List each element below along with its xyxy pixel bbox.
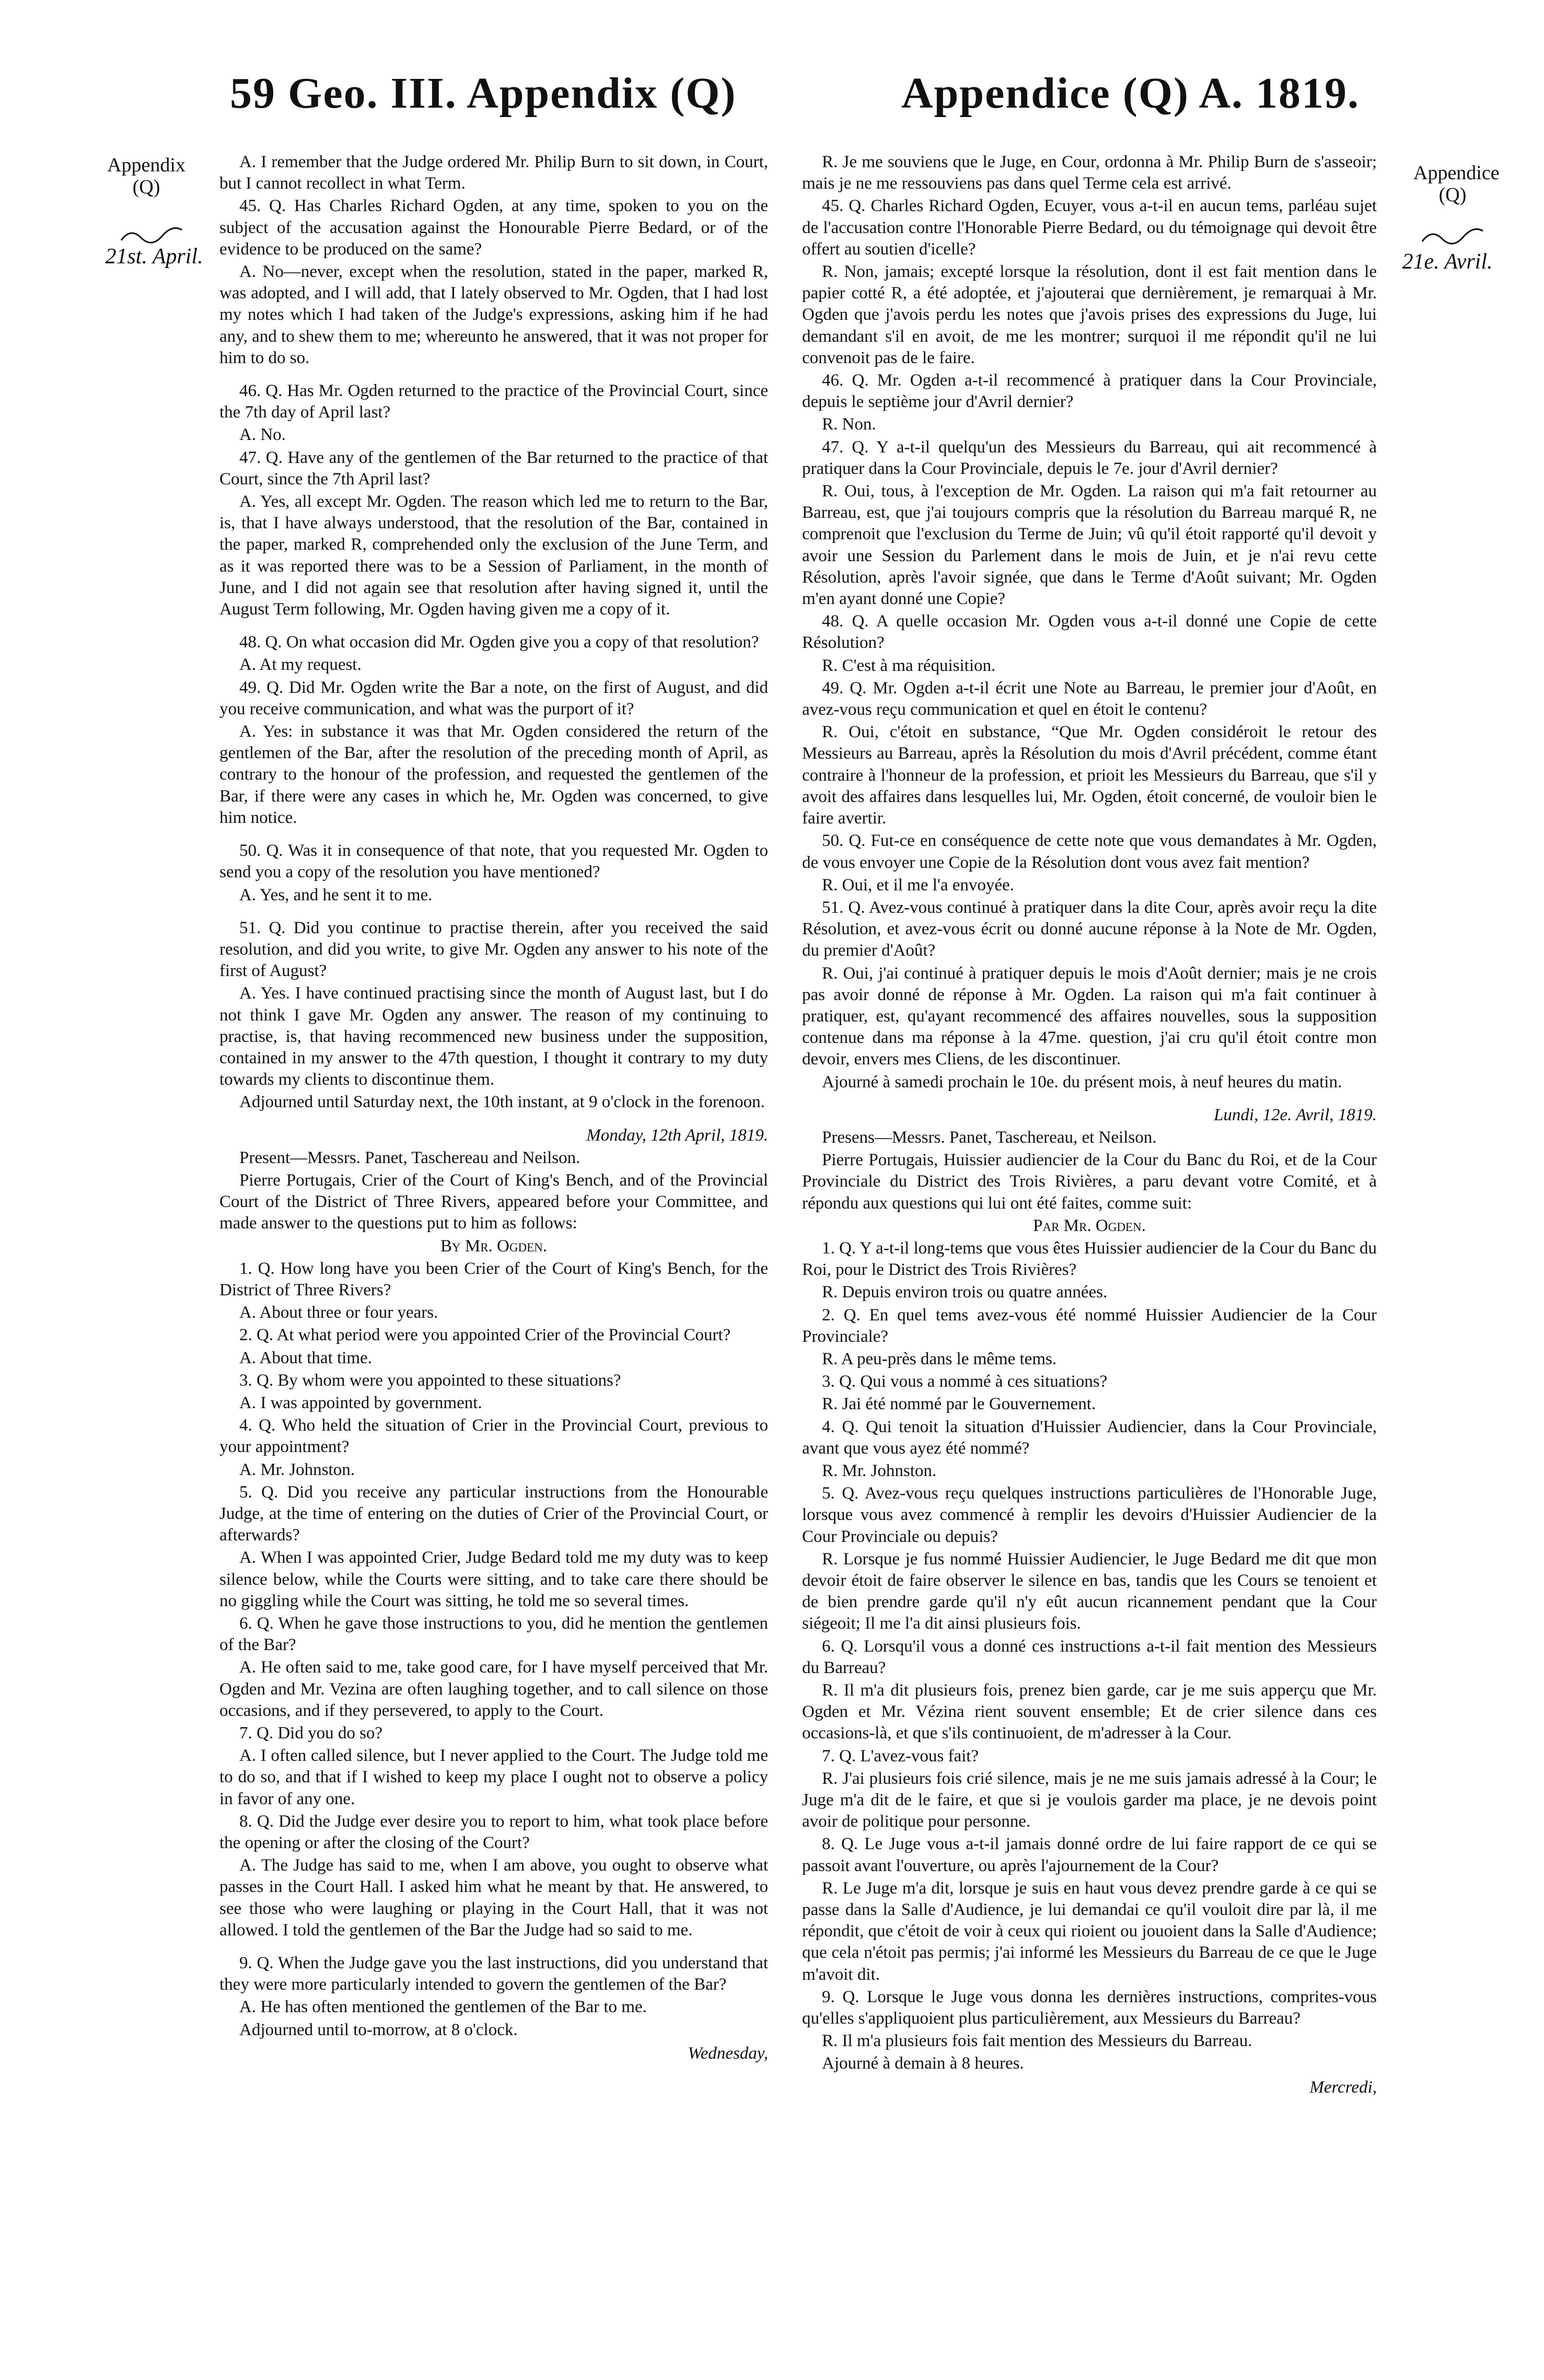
- header-right: Appendice (Q) A. 1819.: [901, 69, 1360, 118]
- paragraph: 8. Q. Did the Judge ever desire you to report to him, what took place before the opening or after the closing of the Court?: [219, 1812, 768, 1853]
- english-column: [219, 152, 768, 2065]
- paragraph: A. I remember that the Judge ordered Mr. Philip Burn to sit down, in Court, but I cannot recollect in what Term.: [219, 153, 768, 193]
- paragraph: A. He often said to me, take good care, for I have myself perceived that Mr. Ogden and Mr. Vezina are often laughing together, and to call silence on those occasions, and if they persevered, to apply to the Court.: [219, 1658, 768, 1720]
- paragraph: A. He has often mentioned the gentlemen of the Bar to me.: [239, 1998, 647, 2017]
- paragraph: R. C'est à ma réquisition.: [822, 656, 996, 675]
- paragraph: 46. Q. Mr. Ogden a-t-il recommencé à pratiquer dans la Cour Provinciale, depuis le septième jour d'Avril dernier?: [802, 371, 1377, 412]
- paragraph: A. When I was appointed Crier, Judge Bedard told me my duty was to keep silence below, while the Courts were sitting, and to take care there should be no giggling while the Court was sitting, he told me so several times.: [219, 1548, 768, 1610]
- paragraph: 51. Q. Did you continue to practise therein, after you received the said resolution, and did you write, to give Mr. Ogden any answer to his note of the first of August?: [219, 918, 768, 981]
- paragraph: A. Mr. Johnston.: [239, 1460, 355, 1479]
- paragraph: R. Non, jamais; excepté lorsque la résolution, dont il est fait mention dans le papier cotté R, a été adoptée, et j'ajouterai que dernièrement, je remarquai à Mr. Ogden que j'avois perdu les notes que j'avois prises des expressions du Juge, lui demandant s'il en avoit, de me les montrer; surquoi il me répondit qu'il ne lui convenoit pas de le faire.: [802, 262, 1377, 367]
- paragraph: 6. Q. Lorsqu'il vous a donné ces instructions a-t-il fait mention des Messieurs du Barreau?: [802, 1636, 1377, 1677]
- paragraph: R. Oui, et il me l'a envoyée.: [822, 875, 1014, 895]
- paragraph: R. Lorsque je fus nommé Huissier Audiencier, le Juge Bedard me dit que mon devoir étoit de faire observer le silence en bas, tandis que les Cours se tenoient et de bien prendre garde qu'il n'y eût aucun ricannement pendant que la Cour siégeoit; Il me l'a dit ainsi plusieurs fois.: [802, 1549, 1377, 1633]
- paragraph: 7. Q. L'avez-vous fait?: [822, 1746, 979, 1766]
- paragraph: R. Oui, c'étoit en substance, “Que Mr. Ogden considéroit le retour des Messieurs au Barreau, après la Résolution du mois d'Avril précédent, comme étant contraire à l'honneur de la profession, et prioit les Messieurs du Barreau, que s'il y avoit des affaires dans lesquelles lui, Mr. Ogden, étoit concerné, de vouloir bien le faire avertir.: [802, 723, 1377, 828]
- paragraph: R. Oui, j'ai continué à pratiquer depuis le mois d'Août dernier; mais je ne crois pas avoir donné de réponse à Mr. Ogden. La raison qui m'a fait continuer à pratiquer, est, qu'ayant recommencé des affaires nouvelles, sous la supposition contenue dans ma réponse à la 47me. question, j'ai cru qu'il étoit contre mon devoir, envers mes Cliens, de les discontinuer.: [802, 963, 1377, 1069]
- paragraph: R. Je me souviens que le Juge, en Cour, ordonna à Mr. Philip Burn de s'asseoir; mais je ne me ressouviens pas dans quel Terme cela est arrivé.: [802, 153, 1377, 193]
- paragraph: 3. Q. By whom were you appointed to these situations?: [239, 1371, 621, 1390]
- paragraph: 51. Q. Avez-vous continué à pratiquer dans la dite Cour, après avoir reçu la dite Résolution, et avez-vous écrit ou donné aucune réponse à la Note de Mr. Ogden, du premier d'Août?: [802, 898, 1377, 960]
- paragraph: R. Jai été nommé par le Gouvernement.: [822, 1395, 1096, 1414]
- header-left: 59 Geo. III. Appendix (Q): [230, 69, 737, 118]
- paragraph: Par Mr. Ogden.: [1033, 1216, 1146, 1235]
- paragraph: 1. Q. Y a-t-il long-tems que vous êtes Huissier audiencier de la Cour du Banc du Roi, pour le District des Trois Rivières?: [802, 1238, 1377, 1280]
- paragraph: Presens—Messrs. Panet, Taschereau, et Neilson.: [822, 1128, 1157, 1147]
- paragraph: 48. Q. On what occasion did Mr. Ogden give you a copy of that resolution?: [239, 633, 759, 652]
- paragraph: 49. Q. Did Mr. Ogden write the Bar a note, on the first of August, and did you receive communication, and what was the purport of it?: [219, 678, 768, 718]
- paragraph: 1. Q. How long have you been Crier of the Court of King's Bench, for the District of Three Rivers?: [219, 1259, 768, 1299]
- paragraph: A. Yes: in substance it was that Mr. Ogden considered the return of the gentlemen of the Bar, after the resolution of the preceding month of April, as contrary to the honour of the profession, and requested the gentlemen of the Bar, if there were any cases in which he, Mr. Ogden was concerned, to give him notice.: [219, 722, 768, 827]
- paragraph: 4. Q. Who held the situation of Crier in the Provincial Court, previous to your appointment?: [219, 1416, 768, 1457]
- paragraph: Lundi, 12e. Avril, 1819.: [1214, 1105, 1377, 1124]
- paragraph: Ajourné à demain à 8 heures.: [822, 2054, 1024, 2073]
- paragraph: 49. Q. Mr. Ogden a-t-il écrit une Note au Barreau, le premier jour d'Août, en avez-vous reçu communication et quel en étoit le contenu?: [802, 678, 1377, 719]
- paragraph: 8. Q. Le Juge vous a-t-il jamais donné ordre de lui faire rapport de ce qui se passoit avant l'ouverture, ou après l'ajournement de la Cour?: [802, 1835, 1377, 1875]
- paragraph: 47. Q. Y a-t-il quelqu'un des Messieurs du Barreau, qui ait recommencé à pratiquer dans la Cour Provinciale, depuis le 7e. jour d'Avril dernier?: [802, 437, 1377, 478]
- margin-label-right: Appendice (Q): [1413, 162, 1500, 206]
- paragraph: R. J'ai plusieurs fois crié silence, mais je ne me suis jamais adressé à la Cour; le Juge m'a dit de le faire, et que si je voulois garder ma place, je ne devois point avoir de politique pour personne.: [802, 1769, 1377, 1831]
- paragraph: 6. Q. When he gave those instructions to you, did he mention the gentlemen of the Bar?: [219, 1614, 768, 1655]
- paragraph: 9. Q. When the Judge gave you the last instructions, did you understand that they were more particularly intended to govern the gentlemen of the Bar?: [219, 1954, 768, 1994]
- paragraph: 7. Q. Did you do so?: [239, 1724, 383, 1743]
- paragraph: R. Il m'a plusieurs fois fait mention des Messieurs du Barreau.: [822, 2031, 1252, 2051]
- paragraph: 5. Q. Did you receive any particular instructions from the Honourable Judge, at the time of entering on the duties of Crier of the Provincial Court, or afterwards?: [219, 1482, 768, 1545]
- paragraph: A. Yes, all except Mr. Ogden. The reason which led me to return to the Bar, is, that I have always understood, that the resolution of the Bar, contained in the paper, marked R, comprehended only the exclusion of the June Term, and as it was reported there was to be a Session of Parliament, in the month of June, and I did not again see that resolution after having signed it, until the August Term following, Mr. Ogden having given me a copy of it.: [219, 492, 768, 619]
- paragraph: A. No.: [239, 425, 286, 445]
- margin-label-left: Appendix (Q): [107, 154, 185, 198]
- paragraph: A. Yes, and he sent it to me.: [239, 885, 433, 904]
- paragraph: A. At my request.: [239, 655, 362, 675]
- paragraph: Adjourned until to-morrow, at 8 o'clock.: [239, 2020, 518, 2039]
- french-column: [802, 152, 1377, 2099]
- paragraph: 46. Q. Has Mr. Ogden returned to the practice of the Provincial Court, since the 7th day of April last?: [219, 381, 768, 422]
- paragraph: 9. Q. Lorsque le Juge vous donna les dernières instructions, comprites-vous qu'elles s'appliquoient plus particulièrement, aux Messieurs du Barreau?: [802, 1987, 1377, 2028]
- paragraph: 4. Q. Qui tenoit la situation d'Huissier Audiencier, dans la Cour Provinciale, avant que vous ayez été nommé?: [802, 1417, 1377, 1458]
- paragraph: Pierre Portugais, Crier of the Court of King's Bench, and of the Provincial Court of the District of Three Rivers, appeared before your Committee, and made answer to the questions put to him as follows:: [219, 1170, 768, 1233]
- paragraph: 3. Q. Qui vous a nommé à ces situations?: [822, 1372, 1108, 1391]
- paragraph: A. I was appointed by government.: [239, 1393, 482, 1412]
- paragraph: A. Yes. I have continued practising since the month of August last, but I do not think I gave Mr. Ogden any answer. The reason of my continuing to practise, is, that having recommenced new business under the supposition, contained in my answer to the 47th question, I thought it contrary to my duty towards my clients to discontinue them.: [219, 984, 768, 1089]
- paragraph: R. Le Juge m'a dit, lorsque je suis en haut vous devez prendre garde à ce qui se passe dans la Salle d'Audience, je lui demandai ce qu'il vouloit dire par là, il me répondit, que c'étoit de voir à ceux qui rioient ou jouoient dans la Salle d'Audience; que cela n'étoit pas permis; j'ai informé les Messieurs du Barreau de ce que le Juge m'avoit dit.: [802, 1878, 1377, 1984]
- catchword: Mercredi,: [1309, 2077, 1377, 2097]
- paragraph: Pierre Portugais, Huissier audiencier de la Cour du Banc du Roi, et de la Cour Provinciale du District des Trois Rivières, a paru devant votre Comité, et à répondu aux questions qui lui ont été faites, comme suit:: [802, 1151, 1377, 1213]
- paragraph: A. About three or four years.: [239, 1303, 438, 1322]
- paragraph: 45. Q. Has Charles Richard Ogden, at any time, spoken to you on the subject of the accusation against the Honourable Pierre Bedard, or of the evidence to be produced on the same?: [219, 196, 768, 259]
- margin-date-left: 21st. April.: [105, 245, 203, 269]
- paragraph: R. Oui, tous, à l'exception de Mr. Ogden. La raison qui m'a fait retourner au Barreau, est, que j'ai toujours compris que la résolution du Barreau marqué R, ne comprenoit que l'exclusion du Terme de Juin; vû qu'il étoit rapporté qu'il devoit y avoir une Session du Parlement dans le mois de Juin, et je n'ai revu cette Résolution, après l'avoir signée, que dans le Terme d'Août suivant; Mr. Ogden m'en ayant donné une Copie?: [802, 482, 1377, 609]
- paragraph: 50. Q. Fut-ce en conséquence de cette note que vous demandates à Mr. Ogden, de vous envoyer une Copie de la Résolution dont vous avez fait mention?: [802, 831, 1377, 872]
- paragraph: Adjourned until Saturday next, the 10th instant, at 9 o'clock in the forenoon.: [239, 1093, 765, 1112]
- paragraph: 2. Q. En quel tems avez-vous été nommé Huissier Audiencier de la Cour Provinciale?: [802, 1305, 1377, 1346]
- paragraph: A. No—never, except when the resolution, stated in the paper, marked R, was adopted, and I will add, that I lately observed to Mr. Ogden, that I had lost my notes which I had taken of the Judge's expressions, asking him if he had any, and to shew them to me; whereunto he answered, that it was not proper for him to do so.: [219, 262, 768, 367]
- paragraph: 48. Q. A quelle occasion Mr. Ogden vous a-t-il donné une Copie de cette Résolution?: [802, 612, 1377, 653]
- paragraph: Ajourné à samedi prochain le 10e. du présent mois, à neuf heures du matin.: [822, 1072, 1342, 1092]
- paragraph: By Mr. Ogden.: [440, 1236, 547, 1256]
- paragraph: A. About that time.: [239, 1348, 372, 1367]
- swash-ornament-right: [1421, 226, 1484, 247]
- paragraph: R. Il m'a dit plusieurs fois, prenez bien garde, car je me suis apperçu que Mr. Ogden et Mr. Vézina rient souvent ensemble; Et de crier silence dans ces occasions-là, et que s'ils continuoient, de m'adresser à la Cour.: [802, 1681, 1377, 1743]
- paragraph: R. Mr. Johnston.: [822, 1461, 937, 1480]
- swash-ornament-left: [120, 225, 183, 246]
- paragraph: A. The Judge has said to me, when I am above, you ought to observe what passes in the Court Hall. I asked him what he meant by that. He answered, to see those who were laughing or playing in the Court Hall, that it was not allowed. I told the gentlemen of the Bar the Judge had so said to me.: [219, 1856, 768, 1940]
- paragraph: 50. Q. Was it in consequence of that note, that you requested Mr. Ogden to send you a copy of the resolution you have mentioned?: [219, 841, 768, 882]
- paragraph: 47. Q. Have any of the gentlemen of the Bar returned to the practice of that Court, since the 7th April last?: [219, 448, 768, 489]
- paragraph: 5. Q. Avez-vous reçu quelques instructions particulières de l'Honorable Juge, lorsque vous avez commencé à remplir les devoirs d'Huissier Audiencier de la Cour Provinciale ou depuis?: [802, 1484, 1377, 1546]
- catchword: Wednesday,: [688, 2044, 768, 2063]
- paragraph: R. Non.: [822, 415, 876, 434]
- paragraph: A. I often called silence, but I never applied to the Court. The Judge told me to do so, and that if I wished to keep my place I ought not to observe a policy in favor of any one.: [219, 1746, 768, 1808]
- margin-date-right: 21e. Avril.: [1402, 250, 1493, 274]
- paragraph: Monday, 12th April, 1819.: [586, 1125, 768, 1145]
- paragraph: R. A peu-près dans le même tems.: [822, 1349, 1057, 1368]
- paragraph: R. Depuis environ trois ou quatre années.: [822, 1283, 1108, 1302]
- paragraph: Present—Messrs. Panet, Taschereau and Neilson.: [239, 1148, 581, 1167]
- paragraph: 45. Q. Charles Richard Ogden, Ecuyer, vous a-t-il en aucun tems, parléau sujet de l'accusation contre l'Honorable Pierre Bedard, ou du témoignage qui devoit être offert au soutien d'icelle?: [802, 196, 1377, 259]
- paragraph: 2. Q. At what period were you appointed Crier of the Provincial Court?: [239, 1326, 731, 1345]
